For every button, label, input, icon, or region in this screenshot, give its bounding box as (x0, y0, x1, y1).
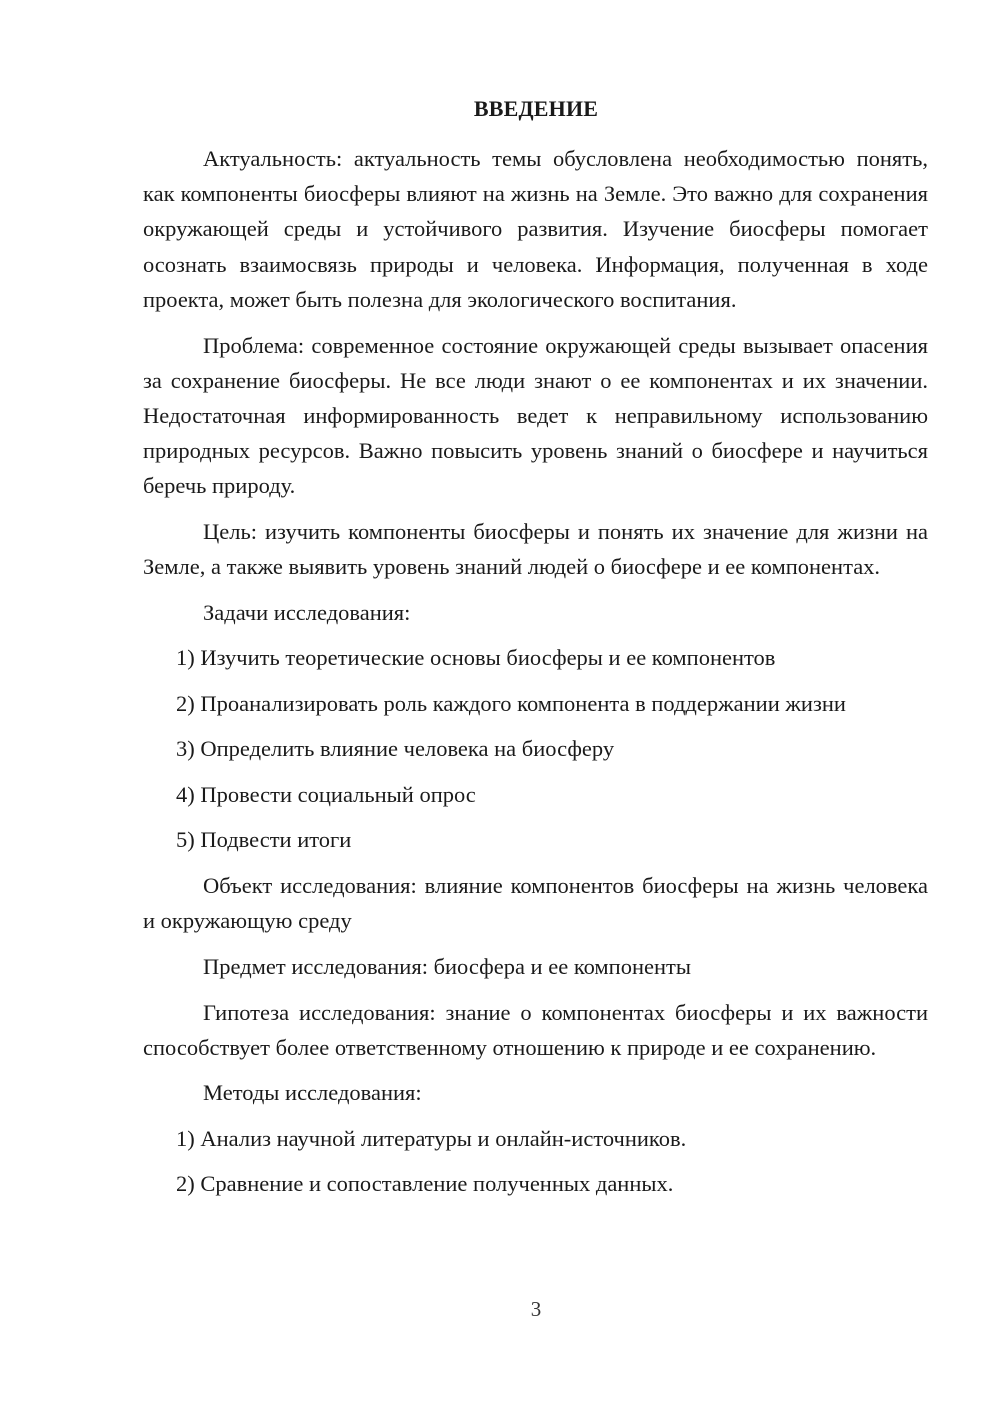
methods-label: Методы исследования: (203, 1080, 422, 1106)
task-item: 3) Определить влияние человека на биосферу (176, 736, 615, 762)
task-item: 2) Проанализировать роль каждого компонента в поддержании жизни (176, 690, 846, 716)
research-subject-paragraph: Предмет исследования: биосфера и ее компоненты (203, 953, 691, 979)
method-item: 1) Анализ научной литературы и онлайн-источников. (176, 1125, 687, 1151)
relevance-paragraph: Актуальность: актуальность темы обусловлена необходимостью понять, как компоненты биосферы влияют на жизнь на Земле. Это важно для сохранения окружающей среды и устойчивого развития. Изучение биосферы помогает осознать взаимосвязь природы и человека. Информация, полученная в ходе проекта, может быть полезна для экологического воспитания. (143, 146, 928, 312)
problem-paragraph: Проблема: современное состояние окружающей среды вызывает опасения за сохранение биосферы. Не все люди знают о ее компонентах и их значении. Недостаточная информированность ведет к неправильному использованию природных ресурсов. Важно повысить уровень знаний о биосфере и научиться беречь природу. (143, 332, 928, 499)
goal-paragraph: Цель: изучить компоненты биосферы и понять их значение для жизни на Земле, а также выявить уровень знаний людей о биосфере и ее компонентах. (143, 519, 928, 580)
tasks-label: Задачи исследования: (203, 599, 411, 625)
method-item: 2) Сравнение и сопоставление полученных данных. (176, 1171, 674, 1197)
hypothesis-paragraph: Гипотеза исследования: знание о компонентах биосферы и их важности способствует более ответственному отношению к природе и ее сохранению. (143, 999, 928, 1060)
methods-list (143, 1121, 928, 1202)
task-item: 5) Подвести итоги (176, 827, 352, 853)
research-object-paragraph: Объект исследования: влияние компонентов биосферы на жизнь человека и окружающую среду (143, 872, 928, 934)
page-content (143, 141, 928, 1212)
tasks-list (143, 640, 928, 857)
task-item: 4) Провести социальный опрос (176, 781, 476, 807)
section-heading: ВВЕДЕНИЕ (473, 96, 599, 121)
task-item: 1) Изучить теоретические основы биосферы и ее компонентов (176, 645, 776, 671)
page-number: 3 (530, 1297, 542, 1321)
